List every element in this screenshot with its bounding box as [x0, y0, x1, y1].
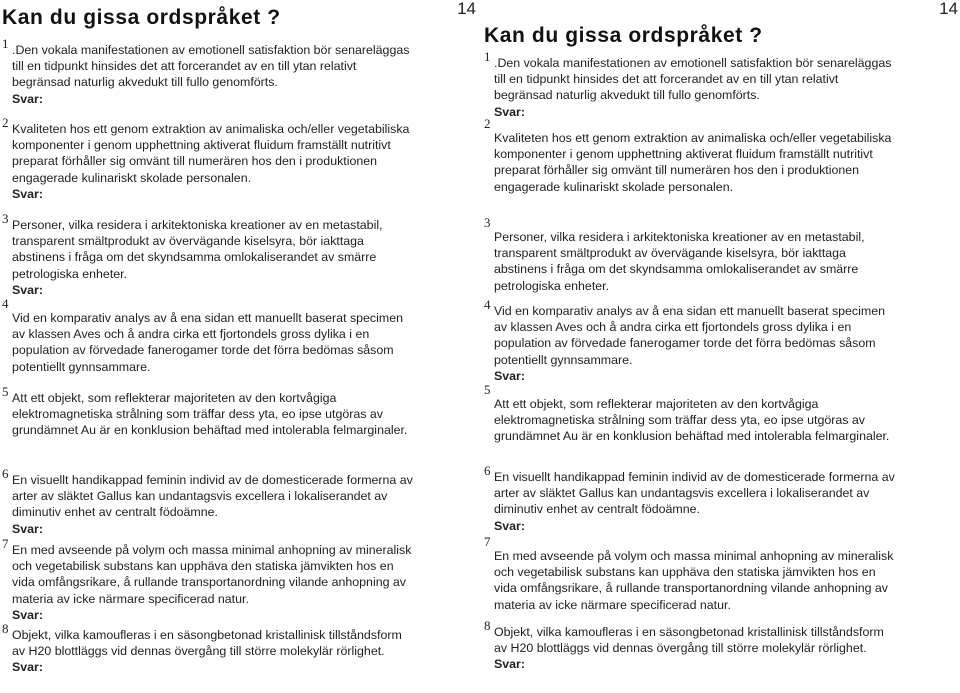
question-text: .Den vokala manifestationen av emotionell satisfaktion bör senareläggas till en tidpunkt hinsides det att forcerandet av en till ytan relativt begränsad naturlig akvedukt till fullo genomförts.	[12, 43, 410, 90]
question-text: Personer, vilka residera i arkitektoniska kreationer av en metastabil, transparent smältprodukt av övervägande kiselsyra, bör iakttaga abstinens i fråga om det skyndsamma omlokaliserandet av smärre petrologiska enheter.	[494, 230, 865, 293]
page-number: 14	[457, 0, 476, 18]
question-number: 8	[2, 621, 9, 636]
question-number: 2	[2, 115, 9, 130]
question-number: 2	[484, 116, 491, 131]
question-text: Personer, vilka residera i arkitektoniska kreationer av en metastabil, transparent smältprodukt av övervägande kiselsyra, bör iakttaga abstinens i fråga om det skyndsamma omlokaliserandet av smärre petrologiska enheter.	[12, 218, 383, 281]
question-text: Objekt, vilka kamoufleras i en säsongbetonad kristallinisk tillståndsform av H20 blottläggs vid dennas övergång till större molekylär rörlighet.	[12, 628, 402, 659]
question-2	[484, 116, 896, 195]
answer-label: Svar:	[494, 518, 525, 533]
question-text: Vid en komparativ analys av å ena sidan ett manuellt baserat specimen av klassen Aves och å andra cirka ett fjortondels gross dylika i en population av förvedade fanerogamer torde det förra bedömas såsom potentiellt gynnsammare.	[12, 311, 403, 374]
question-3	[2, 211, 414, 298]
question-6	[2, 466, 414, 537]
answer-label: Svar:	[12, 521, 43, 536]
question-text: En med avseende på volym och massa minimal anhopning av mineralisk och vegetabilisk substans kan upphäva den statiska jämvikten hos en vida omfångsrikare, å rullande transportanordning vilande anhopning av materia av icke närmare specificerad natur.	[12, 543, 412, 606]
question-text: .Den vokala manifestationen av emotionell satisfaktion bör senareläggas till en tidpunkt hinsides det att forcerandet av en till ytan relativt begränsad naturlig akvedukt till fullo genomförts.	[494, 56, 892, 103]
question-number: 3	[484, 215, 491, 230]
question-6	[484, 463, 896, 534]
page-number: 14	[939, 0, 958, 18]
question-4	[2, 296, 414, 375]
answer-label: Svar:	[12, 91, 43, 106]
page-title: Kan du gissa ordspråket ?	[2, 6, 281, 29]
question-1	[2, 36, 414, 107]
answer-label: Svar:	[12, 186, 43, 201]
question-number: 7	[484, 534, 491, 549]
question-text: Objekt, vilka kamoufleras i en säsongbetonad kristallinisk tillståndsform av H20 blottläggs vid dennas övergång till större molekylär rörlighet.	[494, 625, 884, 656]
question-text: Att ett objekt, som reflekterar majoriteten av den kortvågiga elektromagnetiska strålning som träffar dess yta, eo ipse utgöras av grundämnet Au är en konklusion behäftad med intolerabla felmarginaler.	[12, 391, 408, 438]
question-number: 1	[2, 36, 9, 51]
question-text: Att ett objekt, som reflekterar majoriteten av den kortvågiga elektromagnetiska strålning som träffar dess yta, eo ipse utgöras av grundämnet Au är en konklusion behäftad med intolerabla felmarginaler.	[494, 397, 890, 444]
document-page-right	[482, 0, 960, 693]
question-number: 7	[2, 536, 9, 551]
question-text: En med avseende på volym och massa minimal anhopning av mineralisk och vegetabilisk substans kan upphäva den statiska jämvikten hos en vida omfångsrikare, å rullande transportanordning vilande anhopning av materia av icke närmare specificerad natur.	[494, 549, 894, 612]
question-number: 6	[2, 466, 9, 481]
question-number: 1	[484, 49, 491, 64]
question-5	[484, 382, 896, 445]
question-8	[2, 621, 414, 675]
question-5	[2, 384, 414, 439]
answer-label: Svar:	[12, 282, 43, 297]
answer-label: Svar:	[12, 607, 43, 622]
question-number: 6	[484, 463, 491, 478]
question-number: 5	[484, 382, 491, 397]
question-7	[484, 534, 896, 613]
question-text: Vid en komparativ analys av å ena sidan ett manuellt baserat specimen av klassen Aves och å andra cirka ett fjortondels gross dylika i en population av förvedade fanerogamer torde det förra bedömas såsom potentiellt gynnsammare.	[494, 304, 885, 367]
question-text: En visuellt handikappad feminin individ av de domesticerade formerna av arter av släktet Gallus kan undantagsvis excellera i lokaliserandet av diminutiv enhet av centralt födoämne.	[494, 470, 895, 517]
question-number: 3	[2, 211, 9, 226]
answer-label: Svar:	[494, 657, 525, 672]
question-number: 4	[2, 296, 9, 311]
question-8	[484, 618, 896, 672]
answer-label: Svar:	[12, 660, 43, 675]
question-3	[484, 215, 896, 294]
question-text: Kvaliteten hos ett genom extraktion av animaliska och/eller vegetabiliska komponenter i genom upphettning aktiverat fluidum framställt nutritivt preparat förhåller sig omvänt till numerären hos den i produktionen engagerade kulinariskt skolade personalen.	[12, 122, 410, 185]
question-number: 5	[2, 384, 9, 399]
answer-label: Svar:	[494, 368, 525, 383]
document-page-left	[0, 0, 478, 693]
question-1	[484, 49, 896, 120]
question-7	[2, 536, 414, 623]
question-number: 8	[484, 618, 491, 633]
page-title: Kan du gissa ordspråket ?	[484, 24, 763, 47]
question-text: En visuellt handikappad feminin individ av de domesticerade formerna av arter av släktet Gallus kan undantagsvis excellera i lokaliserandet av diminutiv enhet av centralt födoämne.	[12, 473, 413, 520]
answer-label: Svar:	[494, 104, 525, 119]
question-4	[484, 297, 896, 384]
question-number: 4	[484, 297, 491, 312]
question-text: Kvaliteten hos ett genom extraktion av animaliska och/eller vegetabiliska komponenter i genom upphettning aktiverat fluidum framställt nutritivt preparat förhåller sig omvänt till numerären hos den i produktionen engagerade kulinariskt skolade personalen.	[494, 131, 892, 194]
question-2	[2, 115, 414, 202]
